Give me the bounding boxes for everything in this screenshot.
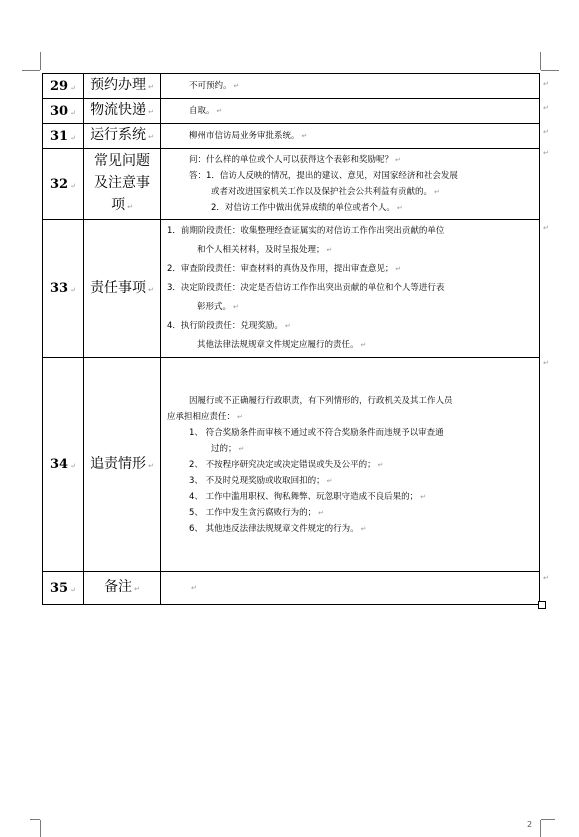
- paragraph-mark: ↵: [543, 359, 549, 367]
- content-line: 2．对信访工作中做出优异成绩的单位或者个人。 ↵: [211, 203, 403, 213]
- content-line: 应承担相应责任： ↵: [167, 411, 243, 422]
- row-number: 32 ↵: [43, 149, 84, 220]
- row-number: 34 ↵: [43, 358, 84, 572]
- item-content: [161, 220, 540, 358]
- item-content: [161, 358, 540, 572]
- crop-mark: [540, 820, 541, 837]
- content-line: 自取。 ↵: [189, 106, 223, 116]
- content-line: 和个人相关材料，及时呈报处理； ↵: [197, 245, 333, 255]
- content-line: 彰形式。 ↵: [197, 302, 239, 312]
- content-line: 答：1．信访人反映的情况，提出的建议、意见，对国家经济和社会发展: [189, 171, 458, 181]
- item-label: 备注 ↵: [84, 572, 161, 605]
- content-line: 1．前期阶段责任：收集整理经查证属实的对信访工作作出突出贡献的单位: [167, 226, 445, 236]
- table-row: [43, 220, 540, 358]
- content-line: 其他法律法规规章文件规定应履行的责任。 ↵: [197, 340, 367, 350]
- table-resize-handle[interactable]: [538, 601, 546, 609]
- service-info-table: [42, 73, 540, 605]
- content-line: 3、 不及时兑现奖励或收取回扣的； ↵: [189, 475, 333, 486]
- content-line: 因履行或不正确履行行政职责，有下列情形的，行政机关及其工作人员: [189, 395, 453, 406]
- paragraph-mark: ↵: [543, 80, 549, 88]
- crop-mark: [541, 819, 555, 820]
- content-line: 6、 其他违反法律法规规章文件规定的行为。 ↵: [189, 523, 367, 534]
- content-line: 4．执行阶段责任：兑现奖励。 ↵: [167, 321, 291, 331]
- item-label: 物流快递 ↵: [84, 99, 161, 124]
- crop-mark: [541, 70, 559, 71]
- content-line: 5、 工作中发生贪污腐败行为的； ↵: [189, 507, 324, 518]
- table-row: [43, 74, 540, 99]
- row-number: 31 ↵: [43, 124, 84, 149]
- paragraph-mark: ↵: [543, 149, 549, 157]
- crop-mark: [40, 820, 41, 837]
- item-content: [161, 572, 540, 605]
- paragraph-mark: ↵: [543, 224, 549, 232]
- paragraph-mark: ↵: [543, 574, 549, 582]
- table-row: [43, 99, 540, 124]
- row-number: 30 ↵: [43, 99, 84, 124]
- item-label-line: 项 ↵: [111, 197, 133, 213]
- item-label: 追责情形 ↵: [84, 358, 161, 572]
- crop-mark: [40, 52, 41, 70]
- item-label-line: 常见问题: [94, 153, 150, 169]
- content-line: 过的； ↵: [211, 443, 245, 454]
- item-content: [161, 149, 540, 220]
- crop-mark: [540, 52, 541, 70]
- page-number: 2: [527, 820, 533, 829]
- row-number: 33 ↵: [43, 220, 84, 358]
- item-label: 责任事项 ↵: [84, 220, 161, 358]
- content-line: 4、 工作中滥用职权、徇私舞弊、玩忽职守造成不良后果的； ↵: [189, 491, 426, 502]
- row-number: 29 ↵: [43, 74, 84, 99]
- table-row: [43, 124, 540, 149]
- content-line: 1、 符合奖励条件而审核不通过或不符合奖励条件而违规予以审查通: [189, 427, 444, 438]
- item-content: [161, 74, 540, 99]
- crop-mark: [22, 70, 40, 71]
- content-line: 3．决定阶段责任：决定是否信访工作作出突出贡献的单位和个人等进行表: [167, 283, 445, 293]
- item-label: [84, 149, 161, 220]
- content-line: 不可预约。 ↵: [189, 81, 240, 91]
- table-row: [43, 572, 540, 605]
- crop-mark: [30, 819, 40, 820]
- content-line: 问：什么样的单位或个人可以获得这个表彰和奖励呢？ ↵: [189, 155, 401, 165]
- content-line: 2、 不按程序研究决定或决定错误或失及公平的； ↵: [189, 459, 384, 470]
- item-content: [161, 99, 540, 124]
- table-row: [43, 149, 540, 220]
- table-row: [43, 358, 540, 572]
- content-line: 柳州市信访局业务审批系统。 ↵: [189, 131, 308, 141]
- content-line: 或者对改进国家机关工作以及保护社会公共利益有贡献的。 ↵: [211, 187, 440, 197]
- content-line: 2．审查阶段责任：审查材料的真伪及作用，提出审查意见； ↵: [167, 264, 402, 274]
- item-label: 运行系统 ↵: [84, 124, 161, 149]
- content-line: ↵: [191, 584, 197, 592]
- item-label-line: 及注意事: [94, 175, 150, 191]
- paragraph-mark: ↵: [543, 104, 549, 112]
- item-content: [161, 124, 540, 149]
- item-label: 预约办理 ↵: [84, 74, 161, 99]
- row-number: 35 ↵: [43, 572, 84, 605]
- paragraph-mark: ↵: [543, 128, 549, 136]
